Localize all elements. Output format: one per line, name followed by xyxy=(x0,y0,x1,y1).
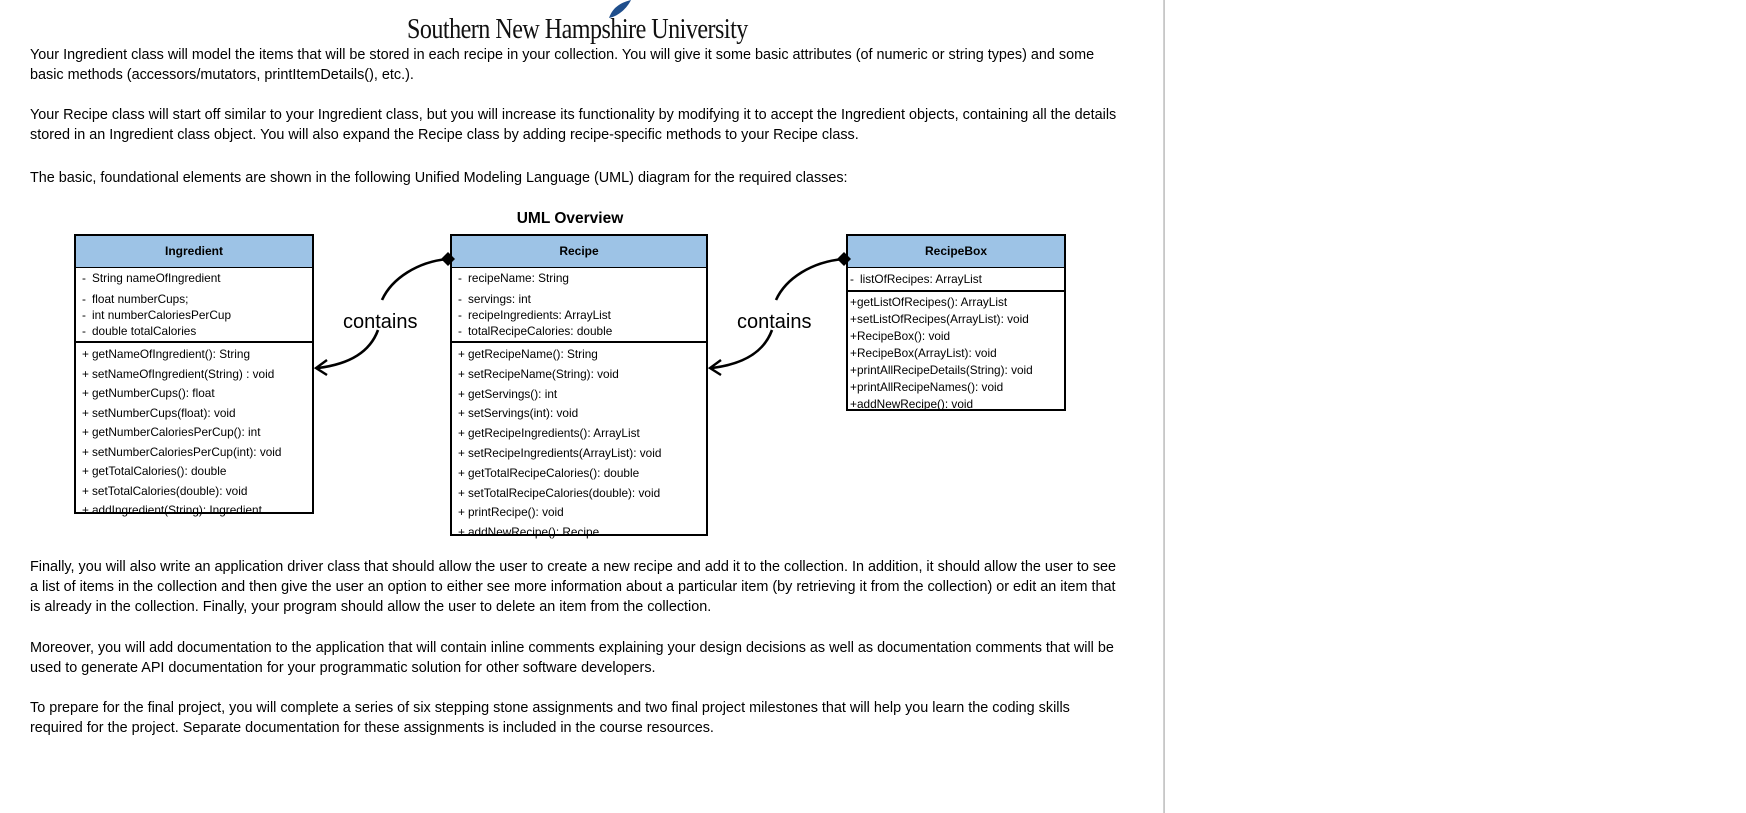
uml-member xyxy=(452,503,706,523)
uml-methods xyxy=(76,345,312,521)
member-signature: getTotalRecipeCalories(): double xyxy=(468,465,640,480)
member-signature: setNumberCaloriesPerCup(int): void xyxy=(92,444,282,459)
member-signature: setServings(int): void xyxy=(468,406,579,421)
paragraph-recipe xyxy=(30,105,1120,145)
visibility-symbol: + xyxy=(850,397,857,411)
member-signature: String nameOfIngredient xyxy=(92,271,221,285)
paragraph-text: To prepare for the final project, you will complete a series of six stepping stone assignments and two final project milestones that will help you learn the coding skills required for the project. Separate documentation for these assignments is included in the course resources. xyxy=(30,700,1070,736)
visibility-symbol: - xyxy=(82,324,86,338)
visibility-symbol: - xyxy=(458,308,462,322)
visibility-symbol: + xyxy=(82,503,89,517)
paragraph-milestones xyxy=(30,698,1120,738)
uml-member xyxy=(452,291,706,307)
visibility-symbol: + xyxy=(458,426,465,441)
paragraph-text: Your Recipe class will start off similar to your Ingredient class, but you will increase its functionality by modifying it to accept the Ingredient objects, containing all the details stored in an Ingredient class object. You will also expand the Recipe class by adding recipe-specific methods to your Recipe class. xyxy=(30,107,1117,143)
visibility-symbol: + xyxy=(458,465,465,480)
member-signature: servings: int xyxy=(468,292,531,306)
visibility-symbol: + xyxy=(458,347,465,361)
visibility-symbol: + xyxy=(82,405,89,420)
uml-member xyxy=(452,484,706,504)
paragraph-text: Moreover, you will add documentation to the application that will contain inline comments explaining your design decisions as well as documentation comments that will be used to generate API documentation for your programmatic solution for other software developers. xyxy=(30,640,1114,676)
visibility-symbol: + xyxy=(82,347,89,361)
uml-class-recipebox xyxy=(846,234,1066,411)
uml-member xyxy=(452,444,706,464)
visibility-symbol: + xyxy=(82,366,89,381)
relation-label-contains: contains xyxy=(343,311,418,333)
member-signature: getRecipeIngredients(): ArrayList xyxy=(468,426,640,441)
visibility-symbol: + xyxy=(458,406,465,421)
leaf-logo-icon xyxy=(607,0,633,20)
uml-member xyxy=(848,294,1064,311)
uml-member xyxy=(76,482,312,502)
uml-member xyxy=(848,328,1064,345)
uml-member xyxy=(452,345,706,365)
uml-member xyxy=(848,311,1064,328)
visibility-symbol: + xyxy=(850,380,857,394)
uml-member xyxy=(452,424,706,444)
member-signature: addNewRecipe(): void xyxy=(857,397,974,411)
visibility-symbol: - xyxy=(458,324,462,338)
visibility-symbol: + xyxy=(82,425,89,439)
uml-class-name: Ingredient xyxy=(76,236,312,268)
member-signature: getListOfRecipes(): ArrayList xyxy=(857,295,1008,309)
member-signature: totalRecipeCalories: double xyxy=(468,324,613,338)
visibility-symbol: + xyxy=(458,525,465,540)
uml-member xyxy=(848,345,1064,362)
visibility-symbol: + xyxy=(458,485,465,500)
member-signature: getServings(): int xyxy=(468,386,558,401)
visibility-symbol: + xyxy=(850,329,857,343)
uml-methods xyxy=(452,345,706,543)
member-signature: printAllRecipeNames(): void xyxy=(857,380,1004,394)
uml-member xyxy=(848,362,1064,379)
uml-member xyxy=(452,385,706,405)
uml-member xyxy=(76,307,312,323)
member-signature: setNumberCups(float): void xyxy=(92,405,236,420)
visibility-symbol: + xyxy=(850,363,857,377)
visibility-symbol: + xyxy=(82,444,89,459)
visibility-symbol: + xyxy=(458,505,465,520)
uml-member xyxy=(848,396,1064,413)
member-signature: setListOfRecipes(ArrayList): void xyxy=(857,312,1029,326)
visibility-symbol: + xyxy=(82,483,89,498)
member-signature: int numberCaloriesPerCup xyxy=(92,308,232,322)
uml-member xyxy=(452,464,706,484)
uml-member xyxy=(76,323,312,339)
member-signature: setTotalRecipeCalories(double): void xyxy=(468,485,661,500)
visibility-symbol: + xyxy=(850,295,857,309)
visibility-symbol: + xyxy=(850,346,857,360)
member-signature: getRecipeName(): String xyxy=(468,347,598,361)
uml-member xyxy=(452,404,706,424)
uml-class-ingredient xyxy=(74,234,314,517)
uml-member xyxy=(452,307,706,323)
uml-member xyxy=(76,443,312,463)
member-signature: printAllRecipeDetails(String): void xyxy=(857,363,1033,377)
uml-class-name: Recipe xyxy=(452,236,706,268)
paragraph-text: Your Ingredient class will model the items that will be stored in each recipe in your collection. You will give it some basic attributes (of numeric or string types) and some basic methods (accessors/mutators, printItemDetails(), etc.). xyxy=(30,47,1095,83)
uml-member xyxy=(76,270,312,286)
uml-member xyxy=(76,462,312,482)
member-signature: getNumberCups(): float xyxy=(92,386,215,400)
member-signature: getNumberCaloriesPerCup(): int xyxy=(92,425,261,439)
member-signature: setRecipeIngredients(ArrayList): void xyxy=(468,445,662,460)
uml-class-name: RecipeBox xyxy=(848,236,1064,268)
visibility-symbol: + xyxy=(850,312,857,326)
member-signature: listOfRecipes: ArrayList xyxy=(860,272,982,286)
visibility-symbol: + xyxy=(458,445,465,460)
logo-wordmark: Southern New Hampshire University xyxy=(407,14,748,45)
uml-class-recipe xyxy=(450,234,708,540)
uml-member xyxy=(848,270,1064,288)
paragraph-ingredient xyxy=(30,45,1120,85)
visibility-symbol: - xyxy=(82,292,86,306)
uml-attributes xyxy=(848,268,1064,292)
uml-member xyxy=(452,323,706,339)
visibility-symbol: - xyxy=(850,272,854,286)
member-signature: getNameOfIngredient(): String xyxy=(92,347,251,361)
paragraph-documentation xyxy=(30,638,1120,678)
member-signature: setRecipeName(String): void xyxy=(468,366,619,381)
visibility-symbol: - xyxy=(82,271,86,285)
member-signature: float numberCups; xyxy=(92,292,189,306)
paragraph-uml-intro xyxy=(30,168,1120,188)
viewer-background xyxy=(1165,0,1746,813)
uml-member xyxy=(76,291,312,307)
member-signature: RecipeBox(ArrayList): void xyxy=(857,346,997,360)
uml-member xyxy=(76,345,312,365)
visibility-symbol: + xyxy=(458,366,465,381)
member-signature: recipeIngredients: ArrayList xyxy=(468,308,611,322)
uml-member xyxy=(452,365,706,385)
visibility-symbol: + xyxy=(82,464,89,478)
uml-member xyxy=(76,365,312,385)
member-signature: setNameOfIngredient(String) : void xyxy=(92,366,275,381)
member-signature: addIngredient(String): Ingredient xyxy=(92,503,262,517)
member-signature: getTotalCalories(): double xyxy=(92,464,227,478)
uml-member xyxy=(76,404,312,424)
paragraph-text: The basic, foundational elements are shown in the following Unified Modeling Language (UML) diagram for the required classes: xyxy=(30,170,848,186)
uml-attributes xyxy=(76,268,312,343)
uml-member xyxy=(76,423,312,443)
paragraph-text: Finally, you will also write an application driver class that should allow the user to create a new recipe and add it to the collection. In addition, it should allow the user to see a list of items in the collection and then give the user an option to either see more information about a particular item (by retrieving it from the collection) or edit an item that is already in the collection. Finally, your program should allow the user to delete an item from the collection. xyxy=(30,559,1117,615)
paragraph-driver xyxy=(30,557,1120,617)
uml-title: UML Overview xyxy=(516,210,624,227)
visibility-symbol: - xyxy=(458,271,462,285)
uml-member xyxy=(76,384,312,404)
uml-methods xyxy=(848,294,1064,413)
member-signature: setTotalCalories(double): void xyxy=(92,483,248,498)
visibility-symbol: + xyxy=(458,386,465,401)
uml-attributes xyxy=(452,268,706,343)
visibility-symbol: - xyxy=(458,292,462,306)
relation-label-contains: contains xyxy=(737,311,812,333)
member-signature: RecipeBox(): void xyxy=(857,329,951,343)
member-signature: double totalCalories xyxy=(92,324,197,338)
uml-member xyxy=(76,501,312,521)
member-signature: printRecipe(): void xyxy=(468,505,564,520)
member-signature: addNewRecipe(): Recipe xyxy=(468,525,600,540)
uml-member xyxy=(848,379,1064,396)
uml-member xyxy=(452,523,706,543)
visibility-symbol: - xyxy=(82,308,86,322)
visibility-symbol: + xyxy=(82,386,89,400)
member-signature: recipeName: String xyxy=(468,271,569,285)
uml-member xyxy=(452,270,706,286)
